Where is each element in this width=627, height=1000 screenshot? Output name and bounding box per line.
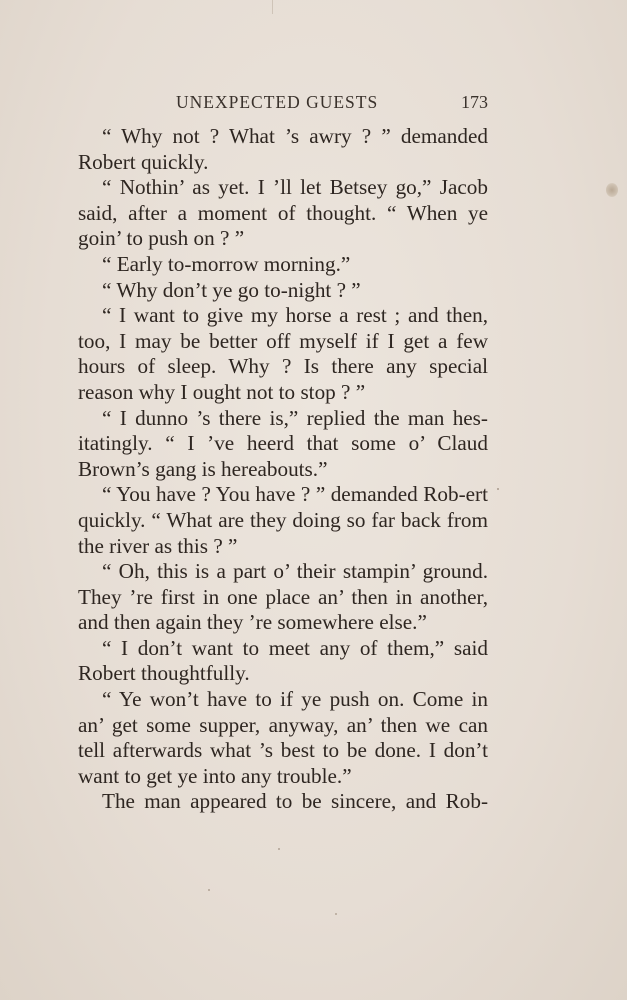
paragraph: “ Oh, this is a part o’ their stampin’ ground. They ’re first in one place an’ then in another, and then again they ’re somewhere else.” [78,559,488,635]
paper-speck [278,848,280,850]
paragraph: “ You have ? You have ? ” demanded Rob-ert quickly. “ What are they doing so far back from the river as this ? ” [78,482,488,558]
page-number: 173 [461,92,488,112]
paragraph: “ I don’t want to meet any of them,” said Robert thoughtfully. [78,635,488,686]
paper-speck [497,488,499,490]
paragraph: “ Why not ? What ’s awry ? ” demanded Robert quickly. [78,124,488,174]
paragraph: “ I want to give my horse a rest ; and then, too, I may be better off myself if I get a few hours of sleep. Why ? Is there any special reason why I ought not to stop ? ” [78,303,488,404]
paper-speck [335,913,337,915]
paragraph: “ Why don’t ye go to-night ? ” [102,277,361,302]
paper-stain [606,183,618,197]
paragraph: The man appeared to be sincere, and Rob- [102,789,488,814]
running-head [78,92,488,118]
chapter-title: UNEXPECTED GUESTS [176,92,379,112]
paper-speck [208,889,210,891]
paragraph: “ Early to-morrow morning.” [102,251,351,276]
body-text [78,124,488,815]
paragraph: “ I dunno ’s there is,” replied the man hes-itatingly. “ I ’ve heerd that some o’ Claud Brown’s gang is hereabouts.” [78,405,488,481]
paragraph: “ Ye won’t have to if ye push on. Come in an’ get some supper, anyway, an’ then we can tell afterwards what ’s best to be done. I don’t want to get ye into any trouble.” [78,687,488,788]
page-mark [272,0,273,14]
paragraph: “ Nothin’ as yet. I ’ll let Betsey go,” Jacob said, after a moment of thought. “ When ye goin’ to push on ? ” [78,175,488,251]
